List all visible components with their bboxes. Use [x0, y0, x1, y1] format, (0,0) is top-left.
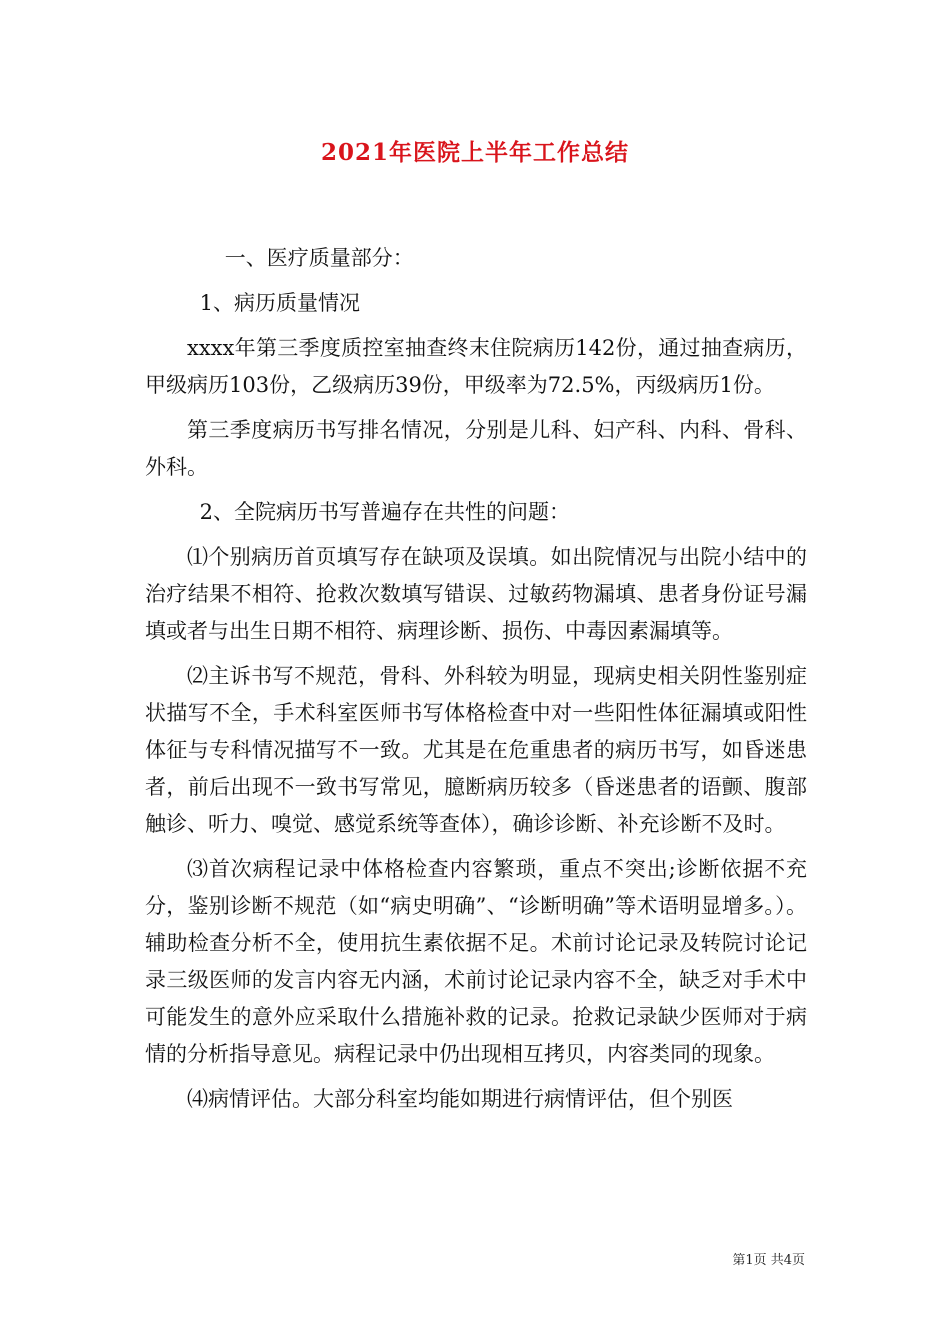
- subsection-heading: 1、病历质量情况: [199, 291, 360, 315]
- paragraph: ⑴个别病历首页填写存在缺项及误填。如出院情况与出院小结中的治疗结果不相符、抢救次数填写错误、过敏药物漏填、患者身份证号漏填或者与出生日期不相符、病理诊断、损伤、中毒因素漏填等。: [145, 545, 807, 643]
- paragraph: 第三季度病历书写排名情况，分别是儿科、妇产科、内科、骨科、外科。: [145, 418, 807, 479]
- paragraph: xxxx年第三季度质控室抽查终末住院病历142份，通过抽查病历，甲级病历103份，乙级病历39份，甲级率为72.5%，丙级病历1份。: [145, 336, 807, 397]
- document-body: [145, 240, 807, 1126]
- section-heading: 一、医疗质量部分：: [224, 246, 414, 270]
- paragraph: ⑶首次病程记录中体格检查内容繁琐，重点不突出;诊断依据不充分，鉴别诊断不规范（如“病史明确”、“诊断明确”等术语明显增多。）。辅助检查分析不全，使用抗生素依据不足。术前讨论记录及转院讨论记录三级医师的发言内容无内涵，术前讨论记录内容不全，缺乏对手术中可能发生的意外应采取什么措施补救的记录。抢救记录缺少医师对于病情的分析指导意见。病程记录中仍出现相互拷贝，内容类同的现象。: [145, 857, 807, 1066]
- document-title: 2021年医院上半年工作总结: [320, 139, 629, 166]
- paragraph: ⑵主诉书写不规范，骨科、外科较为明显，现病史相关阴性鉴别症状描写不全，手术科室医师书写体格检查中对一些阳性体征漏填或阳性体征与专科情况描写不一致。尤其是在危重患者的病历书写，如昏迷患者，前后出现不一致书写常见，臆断病历较多（昏迷患者的语颤、腹部触诊、听力、嗅觉、感觉系统等查体），确诊诊断、补充诊断不及时。: [145, 664, 807, 836]
- subsection-heading: 2、全院病历书写普遍存在共性的问题：: [199, 500, 570, 524]
- paragraph: ⑷病情评估。大部分科室均能如期进行病情评估，但个别医: [187, 1087, 733, 1111]
- page-number: 第1页 共4页: [732, 1253, 805, 1268]
